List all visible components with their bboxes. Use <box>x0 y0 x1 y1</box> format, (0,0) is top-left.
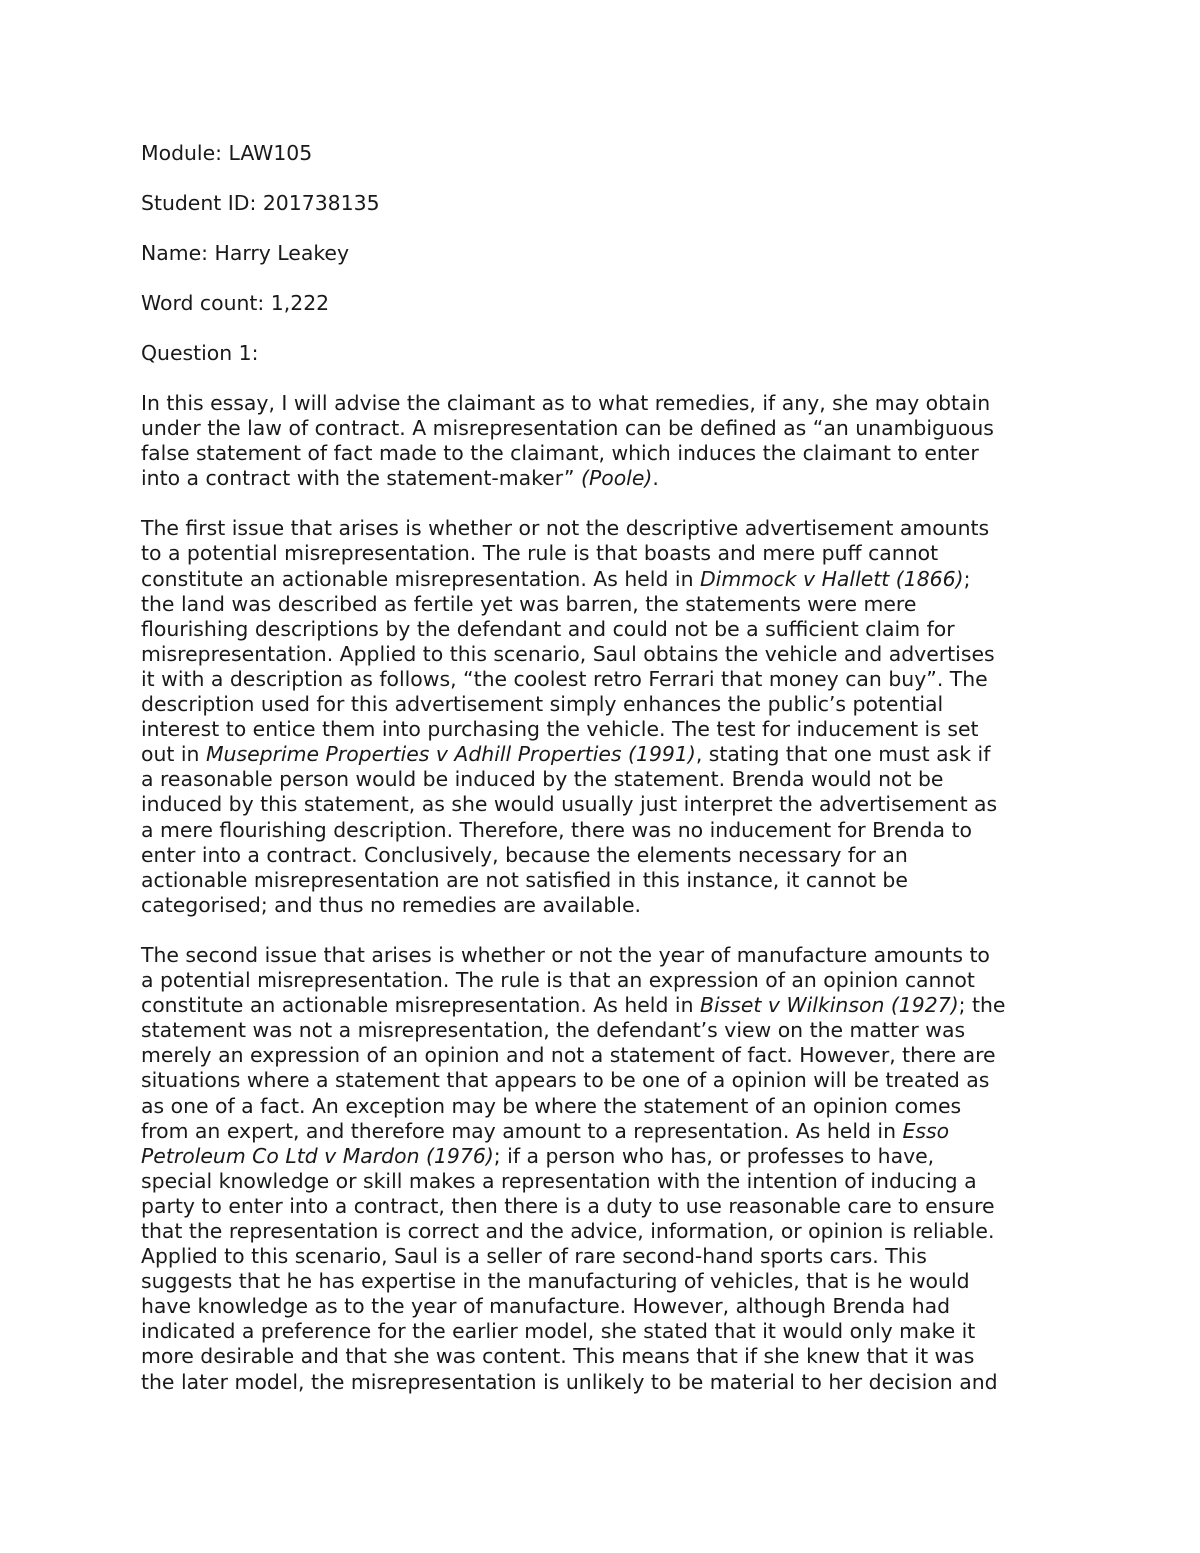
paragraph-line <box>141 416 1061 441</box>
name-line: Name: Harry Leakey <box>141 240 350 265</box>
paragraph-line <box>141 943 1061 968</box>
text-run: ; if a person who has, or professes to have, <box>493 1143 935 1168</box>
text-run: actionable misrepresentation are not satisfied in this instance, it cannot be <box>141 867 908 892</box>
paragraph-line <box>141 391 1061 416</box>
text-run: have knowledge as to the year of manufacture. However, although Brenda had <box>141 1294 951 1319</box>
case-citation: (Poole) <box>580 466 653 491</box>
text-run: description used for this advertisement simply enhances the public’s potential <box>141 692 944 717</box>
paragraph-line <box>141 592 1061 617</box>
text-run: The second issue that arises is whether or not the year of manufacture amounts to <box>141 942 990 967</box>
paragraph-line <box>141 1294 1061 1319</box>
case-citation: Petroleum Co Ltd v Mardon (1976) <box>141 1143 494 1168</box>
text-run: merely an expression of an opinion and not a statement of fact. However, there are <box>141 1043 996 1068</box>
module-line: Module: LAW105 <box>141 141 313 165</box>
paragraph-line <box>141 516 1061 541</box>
paragraph-line <box>141 968 1061 993</box>
text-run: into a contract with the statement-maker” <box>141 466 581 491</box>
essay-paragraphs <box>141 391 1061 1395</box>
paragraph-line <box>141 1169 1061 1194</box>
paragraph-line <box>141 742 1061 767</box>
paragraph-line <box>141 642 1061 667</box>
text-run: categorised; and thus no remedies are available. <box>141 892 641 917</box>
paragraph-line <box>141 567 1061 592</box>
paragraph-line <box>141 1119 1061 1144</box>
text-run: as one of a fact. An exception may be where the statement of an opinion comes <box>141 1093 962 1118</box>
text-run: under the law of contract. A misrepresentation can be defined as “an unambiguous <box>141 416 994 441</box>
text-run: enter into a contract. Conclusively, because the elements necessary for an <box>141 842 908 867</box>
paragraph-line <box>141 617 1061 642</box>
text-run: suggests that he has expertise in the manufacturing of vehicles, that is he would <box>141 1269 970 1294</box>
paragraph-line <box>141 868 1061 893</box>
paragraph-line <box>141 1144 1061 1169</box>
paragraph-line <box>141 843 1061 868</box>
text-run: interest to entice them into purchasing the vehicle. The test for inducement is set <box>141 717 979 742</box>
text-run: ; the <box>958 993 1006 1018</box>
document-body <box>141 141 1061 1420</box>
paragraph-line <box>141 1018 1061 1043</box>
paragraph-line <box>141 1219 1061 1244</box>
text-run: more desirable and that she was content. This means that if she knew that it was <box>141 1344 975 1369</box>
paragraph-line <box>141 792 1061 817</box>
text-run: false statement of fact made to the claimant, which induces the claimant to enter <box>141 441 979 466</box>
case-citation: Museprime Properties v Adhill Properties (1991) <box>205 742 696 767</box>
case-citation: Dimmock v Hallett (1866) <box>699 566 964 591</box>
text-run: party to enter into a contract, then there is a duty to use reasonable care to ensure <box>141 1193 995 1218</box>
paragraph-line <box>141 466 1061 491</box>
text-run: special knowledge or skill makes a representation with the intention of inducing a <box>141 1168 977 1193</box>
essay-paragraph <box>141 943 1061 1395</box>
paragraph-line <box>141 893 1061 918</box>
case-citation: Bisset v Wilkinson (1927) <box>699 993 959 1018</box>
text-run: that the representation is correct and the advice, information, or opinion is reliable. <box>141 1219 995 1244</box>
word-count-line: Word count: 1,222 <box>141 290 330 315</box>
text-run: statement was not a misrepresentation, the defendant’s view on the matter was <box>141 1018 966 1043</box>
text-run: induced by this statement, as she would usually just interpret the advertisement as <box>141 792 998 817</box>
paragraph-line <box>141 1370 1061 1395</box>
text-run: situations where a statement that appears to be one of a opinion will be treated as <box>141 1068 990 1093</box>
text-run: a potential misrepresentation. The rule is that an expression of an opinion cannot <box>141 968 975 993</box>
text-run: Applied to this scenario, Saul is a seller of rare second-hand sports cars. This <box>141 1244 927 1269</box>
paragraph-line <box>141 767 1061 792</box>
paragraph-line <box>141 717 1061 742</box>
paragraph-line <box>141 818 1061 843</box>
essay-paragraph <box>141 391 1061 491</box>
paragraph-line <box>141 1194 1061 1219</box>
paragraph-line <box>141 1319 1061 1344</box>
text-run: constitute an actionable misrepresentation. As held in <box>141 993 700 1018</box>
essay-paragraph <box>141 516 1061 918</box>
text-run: out in <box>141 742 206 767</box>
text-run: it with a description as follows, “the coolest retro Ferrari that money can buy”. The <box>141 666 988 691</box>
text-run: the later model, the misrepresentation is unlikely to be material to her decision and <box>141 1369 998 1394</box>
paragraph-line <box>141 441 1061 466</box>
paragraph-line <box>141 1344 1061 1369</box>
text-run: a mere flourishing description. Therefore, there was no inducement for Brenda to <box>141 817 972 842</box>
text-run: The first issue that arises is whether or not the descriptive advertisement amounts <box>141 516 990 541</box>
text-run: indicated a preference for the earlier model, she stated that it would only make it <box>141 1319 976 1344</box>
paragraph-line <box>141 1068 1061 1093</box>
text-run: flourishing descriptions by the defendant and could not be a sufficient claim for <box>141 616 955 641</box>
paragraph-line <box>141 667 1061 692</box>
paragraph-line <box>141 993 1061 1018</box>
text-run: In this essay, I will advise the claimant as to what remedies, if any, she may obtain <box>141 390 991 415</box>
text-run: ; <box>963 566 971 591</box>
text-run: from an expert, and therefore may amount to a representation. As held in <box>141 1118 903 1143</box>
question-heading: Question 1: <box>141 340 259 365</box>
text-run: , stating that one must ask if <box>695 742 991 767</box>
student-id-line: Student ID: 201738135 <box>141 190 380 215</box>
text-run: to a potential misrepresentation. The rule is that boasts and mere puff cannot <box>141 541 939 566</box>
paragraph-line <box>141 1269 1061 1294</box>
text-run: the land was described as fertile yet was barren, the statements were mere <box>141 591 917 616</box>
case-citation: Esso <box>902 1118 950 1143</box>
paragraph-line <box>141 1043 1061 1068</box>
paragraph-line <box>141 692 1061 717</box>
text-run: . <box>652 466 659 491</box>
paragraph-line <box>141 1094 1061 1119</box>
text-run: misrepresentation. Applied to this scenario, Saul obtains the vehicle and advertises <box>141 641 995 666</box>
paragraph-line <box>141 1244 1061 1269</box>
text-run: constitute an actionable misrepresentation. As held in <box>141 566 700 591</box>
paragraph-line <box>141 541 1061 566</box>
text-run: a reasonable person would be induced by the statement. Brenda would not be <box>141 767 944 792</box>
